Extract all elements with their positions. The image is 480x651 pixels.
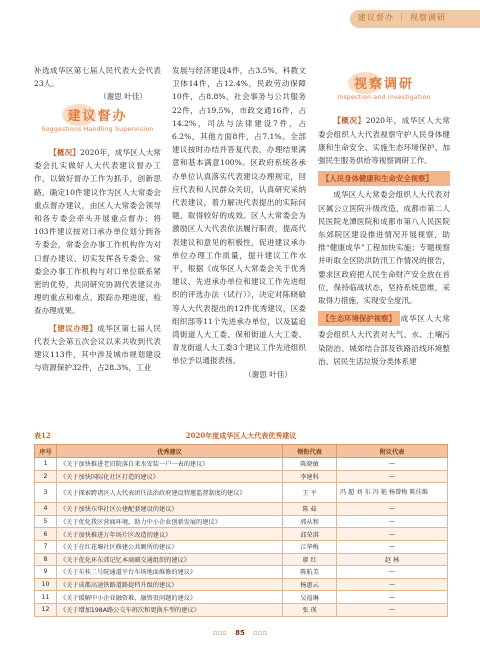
cell-co: —: [337, 603, 448, 616]
cell-index: 9: [35, 566, 57, 579]
tag-overview: 【概况】: [333, 116, 366, 126]
cell-co: —: [337, 470, 448, 483]
cell-lead: 陈航美: [283, 566, 337, 579]
cell-index: 5: [35, 515, 57, 528]
byline: （谢思 叶佳）: [244, 369, 292, 379]
table-row: [35, 566, 448, 579]
cell-suggestion: 《关于优化环东郊记忆本商圈交通组织的建议》: [57, 553, 283, 566]
subsection-heading-eco: 【生态环境保护视察】: [318, 311, 400, 326]
cell-lead: 江华梅: [283, 540, 337, 553]
cell-co: —: [337, 503, 448, 516]
table-row: [35, 503, 448, 516]
table-row: [35, 470, 448, 483]
cell-suggestion: 《关于加快推进万年场片区改造的建议》: [57, 528, 283, 541]
column-1: [34, 64, 161, 374]
cell-lead: 杨惠云: [283, 578, 337, 591]
cell-lead: 王 平: [283, 483, 337, 503]
header-index: 序号: [35, 445, 57, 458]
cell-suggestion: 《关于加快推进老旧院落自来水安装一户一表的建议》: [57, 458, 283, 471]
excellent-suggestions-table: [34, 444, 448, 617]
page-number: 85: [235, 629, 245, 637]
cell-index: 7: [35, 540, 57, 553]
footer-deco-right: ▫▫▫: [253, 629, 268, 637]
table-row: [35, 591, 448, 604]
cell-index: 6: [35, 528, 57, 541]
table-title: 2020年度成华区人大代表优秀建议: [185, 431, 297, 440]
cell-lead: 郭从和: [283, 515, 337, 528]
overview-text: 2020年，成华区人大常委会扎实做好人大代表建议督办工作，以做好督办工作为抓手，创新思路，确定10件建议作为区人大常委会重点督办建议，由区人大常委会领导和各专委会牵头开展重点督办；将103件建议按对口承办单位划分到各专委会，常委会办事工作机构作为对口督办建议、切实发挥各专委会、常委会办事工作机构与对口单位联系紧密的优势，共同研究协调代表建议办理的重点和难点，跟踪办理进度，检查办理成果。: [34, 148, 161, 316]
cell-index: 1: [35, 458, 57, 471]
cell-co: —: [337, 566, 448, 579]
page-footer: [0, 629, 480, 637]
table-row: [35, 578, 448, 591]
paragraph-suggestions: [34, 322, 161, 375]
cell-lead: 张 瑛: [283, 603, 337, 616]
cell-suggestion: 《关于缓解中小企业融资难、融资贵问题的建议》: [57, 591, 283, 604]
header-lead: 领衔代表: [283, 445, 337, 458]
cell-index: 3: [35, 483, 57, 503]
column-3: [318, 64, 450, 368]
cell-suggestion: 《关于加快国际化社区打造的建议》: [57, 470, 283, 483]
cell-co: 冯 超 刘 东 冯 艳 杨曾梅 陈佳维: [337, 483, 448, 503]
table-row: [35, 528, 448, 541]
paragraph: 补选成华区第七届人民代表大会代表23人。: [34, 66, 161, 89]
footer-deco-left: ▫▫▫: [212, 629, 227, 637]
table-row: [35, 540, 448, 553]
cell-index: 10: [35, 578, 57, 591]
cell-suggestion: 《关于探索跨诸区人大代表团任法治政府建设特邀监督制度的建议》: [57, 483, 283, 503]
table-section: [34, 431, 448, 617]
cell-suggestion: 《关于增加198A路公交车班次和更换车型的建议》: [57, 603, 283, 616]
header-text: 建议督办 ｜ 视察调研: [357, 13, 446, 22]
cell-co: —: [337, 591, 448, 604]
overview-text: 2020年，成华区人大常委会组织人大代表视察守护人民身体健康和生命安全、实施生态环境保护、加强民生服务供给等视察调研工作。: [318, 116, 451, 166]
section-heading-suggestions: [34, 110, 161, 136]
section-title: 视察调研: [353, 77, 414, 92]
table-row: [35, 458, 448, 471]
tag-overview: 【概况】: [49, 148, 81, 158]
paragraph-health: 成华区人大常委会组织人大代表对区属公立医院升级改造、成都市第二人民医院龙潭医院和成都市第八人民医院东郊院区建设推进情况开展视察，助推“健康成华”工程加快实施；专题视察并听取全区防洪防汛工作情况的报告，要求区政府把人民生命财产安全放在首位，保持临战状态，坚持系统思维，采取得力措施，实现安全度汛。: [318, 190, 450, 306]
paragraph-overview: [318, 114, 450, 167]
header-suggestion: 优秀建议: [57, 445, 283, 458]
table-header-row: [35, 445, 448, 458]
cell-suggestion: 《关于东桂二号院通道平台车场地面维修的建议》: [57, 566, 283, 579]
paragraph-overview: [34, 146, 161, 318]
cell-co: —: [337, 515, 448, 528]
cell-lead: 陈 茹: [283, 503, 337, 516]
table-number: 表12: [34, 431, 51, 440]
table-row: [35, 515, 448, 528]
cell-co: 赵 林: [337, 553, 448, 566]
cell-index: 4: [35, 503, 57, 516]
paragraph: 发展与经济建设4件，占3.5%，科教文卫体14件，占12.4%，民政劳动保障10件，占8.8%，社会事务与公共服务22件，占19.5%，市政交通16件，占14.2%，司法与法律建设7件，占6.2%，其他方面8件，占7.1%。全部建议按时办结并答复代表，办理结果满意和基本满意100%。区政府系统各承办单位认真落实代表建议办理规定，回应代表和人民群众关切，认真研究采纳代表建议，着力解决代表提出的实际问题，取得较好的成效。区人大常委会为激励区人大代表依法履行职责，提高代表建议和意见的积极性，促进建议承办单位办理工作质量，提升建议工作水平，根据《成华区人大常委会关于优秀建议、先进承办单位和建议工作先进组织的评选办法（试行）》，决定对陈晓敏等人大代表提出的12件优秀建议，区委组织部等11个先进承办单位，以及猛追湾街道人大工委、保和街道人大工委、青龙街道人大工委3个建议工作先进组织单位予以通报表扬。: [172, 66, 306, 366]
cell-index: 11: [35, 591, 57, 604]
subsection-heading-health: 【人民身体健康和生命安全视察】: [318, 171, 450, 186]
cell-lead: 李建科: [283, 470, 337, 483]
cell-index: 2: [35, 470, 57, 483]
section-subtitle: Suggestions Handling Supervision: [41, 125, 154, 133]
cell-lead: 邱荣淇: [283, 528, 337, 541]
cell-suggestion: 《关于成都高速铁路道路提档升级的建议》: [57, 578, 283, 591]
cell-co: —: [337, 578, 448, 591]
table-row: [35, 603, 448, 616]
cell-suggestion: 《关于在红花堰社区修建公共厕所的建议》: [57, 540, 283, 553]
tag-suggestions: 【建议办理】: [49, 323, 98, 333]
cell-co: —: [337, 458, 448, 471]
cell-lead: 廖 红: [283, 553, 337, 566]
cell-suggestion: 《关于加快东华社区公建配套建设的建议》: [57, 503, 283, 516]
cell-index: 8: [35, 553, 57, 566]
suggestions-text: 成华区第七届人民代表大会第五次会议以来共收到代表建议113件，其中涉及城市规划建设与资源保护32件，占28.3%，工业: [34, 323, 162, 373]
byline: （谢思 叶佳）: [99, 92, 147, 102]
page-header: [0, 0, 480, 46]
cell-co: —: [337, 540, 448, 553]
cell-index: 12: [35, 603, 57, 616]
section-heading-inspection: [318, 78, 450, 104]
section-title: 建议督办: [67, 108, 128, 124]
cell-lead: 吴福琳: [283, 591, 337, 604]
table-row: [35, 483, 448, 503]
table-row: [35, 553, 448, 566]
cell-suggestion: 《关于优化我区营商环境，助力中小企业创新发展的建议》: [57, 515, 283, 528]
eco-text: 成华区人大常委会组织人大代表对大气、水、土壤污染防治、城郊结合部及铁路沿线环境整治、居民生活垃圾分类体系建: [318, 314, 450, 366]
table-caption: [34, 431, 448, 441]
cell-lead: 陈晓敏: [283, 458, 337, 471]
cell-co: —: [337, 528, 448, 541]
section-subtitle: Inspection and Investigation: [337, 94, 431, 102]
column-2: [172, 64, 306, 381]
header-co: 附议代表: [337, 445, 448, 458]
